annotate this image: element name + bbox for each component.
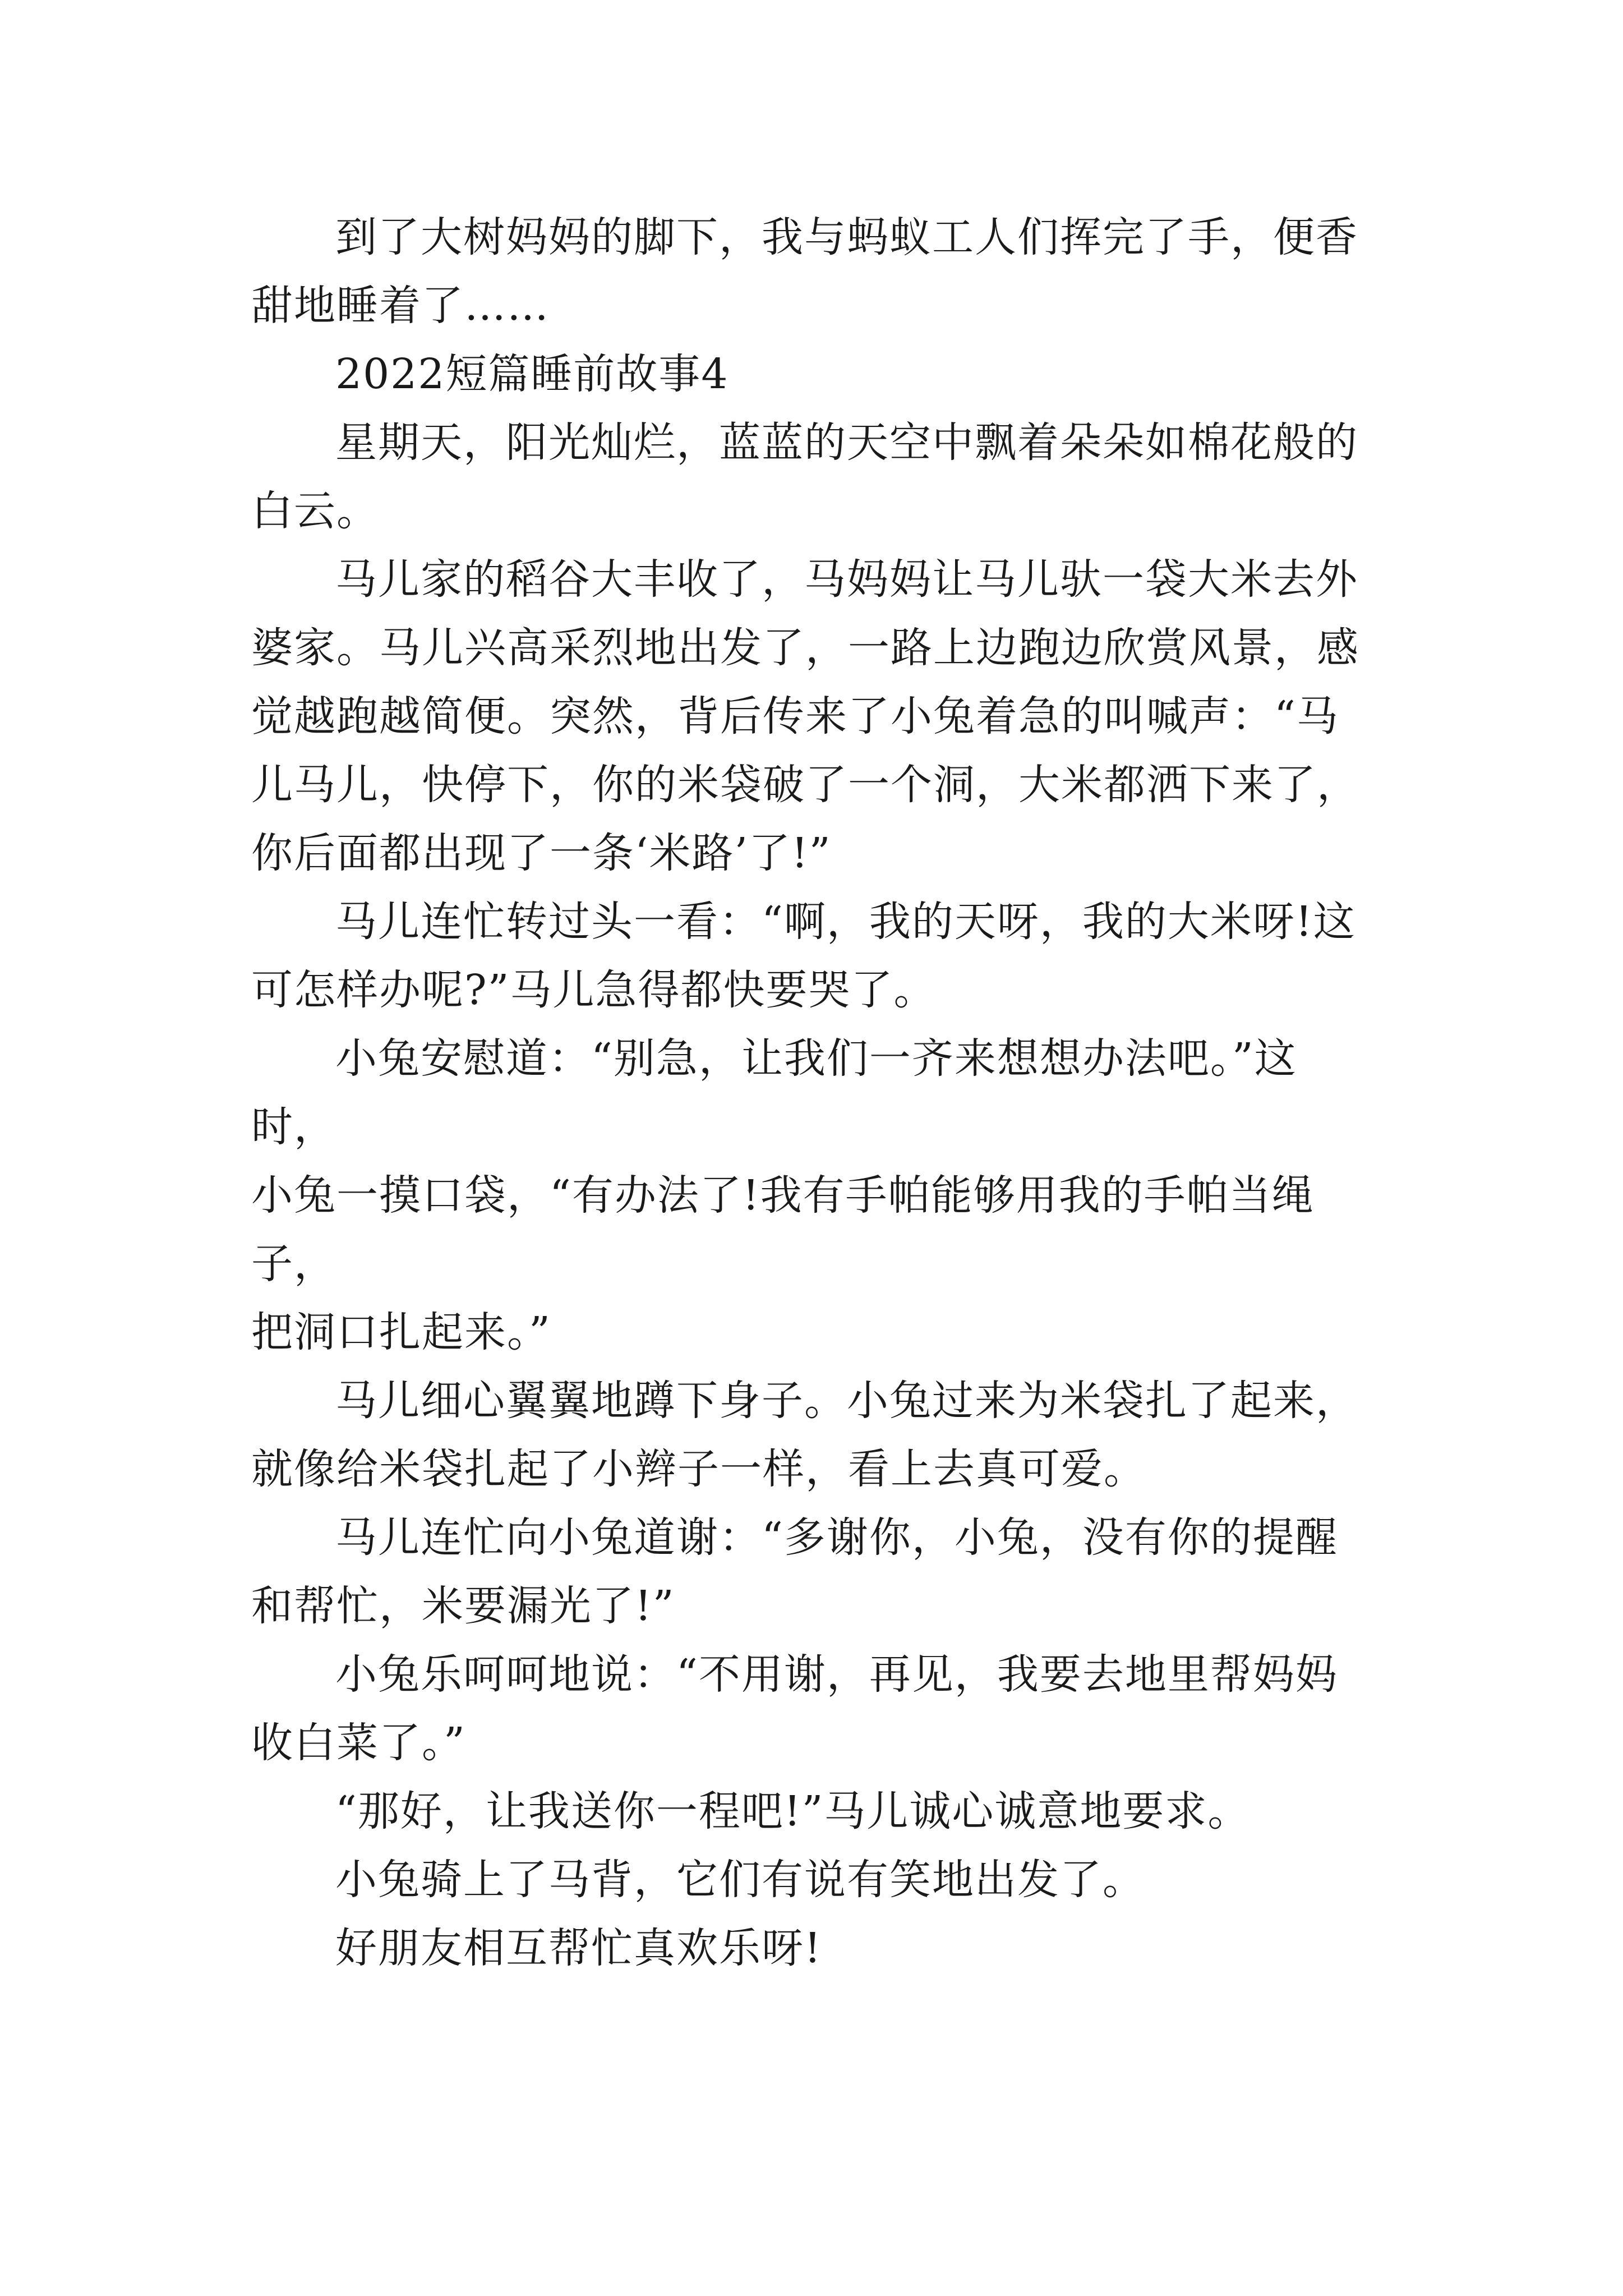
text-line: 把洞口扎起来。” (251, 1308, 551, 1356)
text-line: 你后面都出现了一条‘米路’了!” (251, 829, 832, 877)
text-line: 小兔安慰道：“别急，让我们一齐来想想办法吧。”这时， (251, 1034, 1297, 1151)
text-line: 好朋友相互帮忙真欢乐呀! (335, 1924, 822, 1972)
paragraph (251, 1640, 1373, 1777)
paragraph (251, 1024, 1373, 1366)
paragraph (251, 203, 1373, 340)
text-line: 小兔乐呵呵地说：“不用谢，再见，我要去地里帮妈妈 (335, 1650, 1338, 1699)
text-line: 就像给米袋扎起了小辫子一样，看上去真可爱。 (251, 1445, 1146, 1493)
text-line: 小兔骑上了马背，它们有说有笑地出发了。 (335, 1856, 1145, 1904)
text-line: 到了大树妈妈的脚下，我与蚂蚁工人们挥完了手，便香 (335, 213, 1358, 261)
text-line: 马儿连忙转过头一看：“啊，我的天呀，我的大米呀!这 (335, 898, 1356, 946)
paragraph (251, 1503, 1373, 1640)
text-line: 小兔一摸口袋，“有办法了!我有手帕能够用我的手帕当绳子， (251, 1171, 1315, 1288)
text-line: 甜地睡着了…… (251, 282, 550, 330)
text-line: 收白菜了。” (251, 1719, 466, 1767)
text-line: 白云。 (251, 487, 379, 535)
text-line: 婆家。马儿兴高采烈地出发了，一路上边跑边欣赏风景，感 (251, 624, 1359, 672)
text-line: “那好，让我送你一程吧!”马儿诚心诚意地要求。 (335, 1787, 1251, 1835)
paragraph (251, 1366, 1373, 1503)
text-line: 马儿连忙向小兔道谢：“多谢你，小兔，没有你的提醒 (335, 1513, 1338, 1562)
text-line: 和帮忙，米要漏光了!” (251, 1582, 675, 1630)
text-line: 可怎样办呢?”马儿急得都快要哭了。 (251, 966, 937, 1014)
text-line: 马儿细心翼翼地蹲下身子。小兔过来为米袋扎了起来， (335, 1377, 1358, 1425)
document-body (251, 203, 1373, 1982)
text-line: 觉越跑越简便。突然，背后传来了小兔着急的叫喊声：“马 (251, 692, 1339, 740)
paragraph (251, 408, 1373, 545)
paragraph (251, 1777, 1373, 1846)
paragraph (251, 545, 1373, 887)
text-line: 2022短篇睡前故事4 (335, 350, 729, 398)
text-line: 星期天，阳光灿烂，蓝蓝的天空中飘着朵朵如棉花般的 (335, 418, 1358, 467)
story-heading (251, 340, 1373, 408)
text-line: 马儿家的稻谷大丰收了，马妈妈让马儿驮一袋大米去外 (335, 555, 1358, 604)
paragraph (251, 1914, 1373, 1982)
text-line: 儿马儿，快停下，你的米袋破了一个洞，大米都洒下来了， (251, 761, 1359, 809)
paragraph (251, 887, 1373, 1024)
paragraph (251, 1846, 1373, 1914)
